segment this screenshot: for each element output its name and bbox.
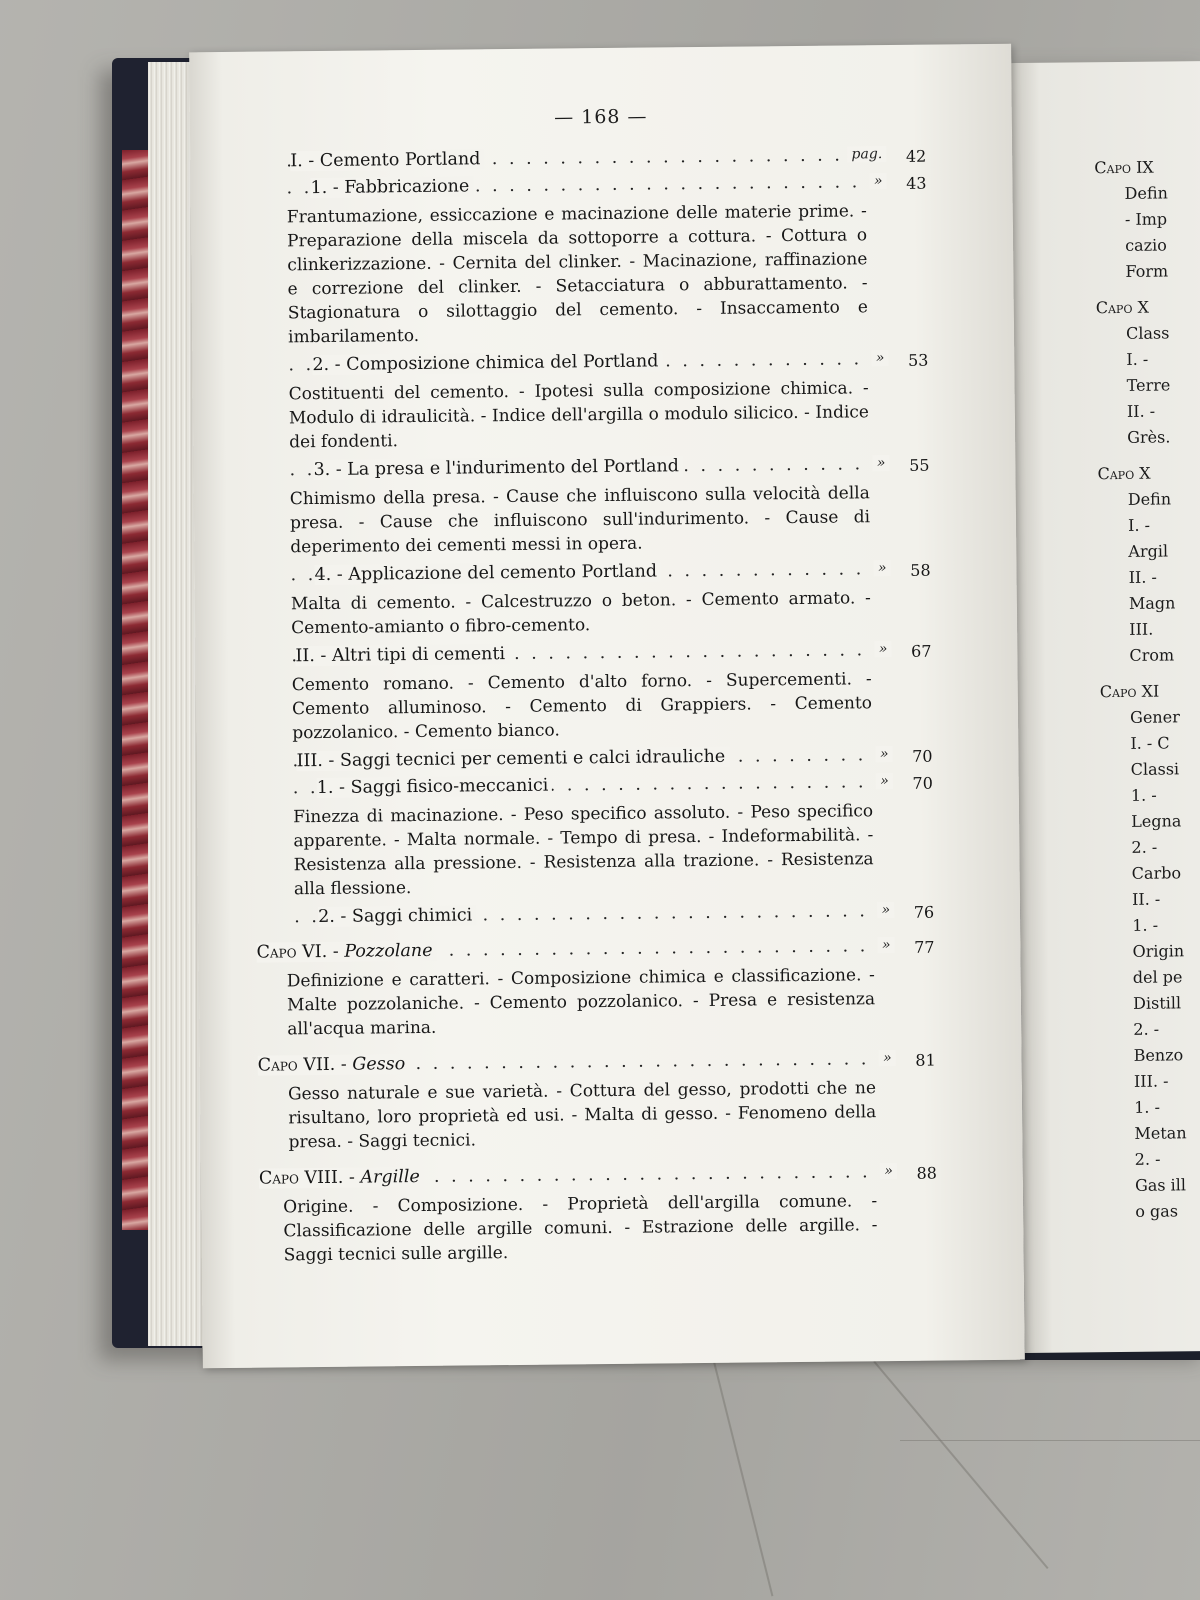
ditto-mark: » (873, 455, 890, 471)
right-page-fragment: Capo IX (1094, 157, 1154, 178)
right-page-fragment: 1. - (1132, 915, 1159, 935)
pag-label: pag. (847, 146, 886, 162)
toc-description: Frantumazione, essiccazione e macinazione delle materie prime. - Preparazione della miscela da sottoporre a cottura. - Cottura o clinkerizzazione. - Cernita del clinker. - Macinazione, raffinazione e correzione del clinker. - Setacciatura o abburattamento. - Stagionatura o silottaggio del cemento. - Insaccamento e imbarilamento. (286, 201, 868, 348)
chapter-description: Origine. - Composizione. - Proprietà dell'argilla comune. - Classificazione delle argille comuni. - Estrazione delle argille. - Saggi tecnici sulle argille. (283, 1191, 878, 1266)
right-page-fragment: Gas ill (1134, 1175, 1187, 1195)
toc-page-number: 70 (912, 773, 933, 793)
right-page-fragment: del pe (1132, 967, 1183, 987)
right-page-fragment: Magn (1128, 593, 1176, 613)
right-page-fragment: Metan (1134, 1123, 1187, 1143)
toc-page-number: 67 (910, 641, 932, 661)
right-page-fragment: Carbo (1131, 863, 1182, 883)
ditto-mark: » (880, 1163, 897, 1179)
right-page-fragment: II. - (1126, 401, 1156, 421)
chapter-name: Pozzolane (344, 940, 433, 962)
right-page-fragment: Capo XI (1099, 681, 1160, 702)
right-page-fragment: Capo X (1097, 463, 1151, 484)
ditto-mark: » (877, 902, 894, 918)
toc-page-number: 42 (905, 146, 927, 166)
ditto-mark: » (872, 350, 889, 366)
toc-entry-title: III. - Saggi tecnici per cementi e calci idrauliche (296, 747, 729, 772)
toc-page-number: 81 (915, 1050, 936, 1070)
right-page-fragment: Argil (1128, 541, 1169, 561)
ditto-mark: » (878, 937, 895, 953)
toc-entry-title: 1. - Saggi fisico-meccanici (317, 776, 553, 798)
toc-page-number: 55 (909, 455, 930, 475)
right-page-fragment: 1. - (1130, 785, 1157, 805)
right-page-fragment: Distill (1133, 993, 1182, 1013)
right-page-fragment: 2. - (1134, 1149, 1161, 1169)
toc-page-number: 70 (912, 746, 933, 766)
chapter-label: Capo VIII. (258, 1167, 344, 1189)
toc-entry-title: 2. - Composizione chimica del Portland (312, 351, 662, 375)
toc-page-number: 43 (906, 173, 927, 193)
right-page-fragment: Crom (1129, 645, 1175, 665)
table-of-contents (256, 145, 938, 1274)
toc-entry-title: 4. - Applicazione del cemento Portland (315, 561, 662, 585)
ditto-mark: » (876, 773, 893, 789)
toc-description: Cemento romano. - Cemento d'alto forno. - Supercementi. - Cemento alluminoso. - Cemento di Grappiers. - Cemento pozzolanico. - Cemento bianco. (291, 669, 873, 744)
right-page-fragment: 1. - (1134, 1097, 1161, 1117)
table-crease (873, 1361, 1048, 1569)
right-page-fragment: cazio (1125, 235, 1167, 255)
right-page-fragment: o gas (1135, 1201, 1179, 1221)
toc-entry-title: 1. - Fabbricazione (310, 176, 473, 198)
toc-entry-title: I. - Cemento Portland (290, 149, 484, 171)
right-page-fragment: III. - (1133, 1071, 1169, 1091)
right-page-fragment: Defin (1124, 183, 1169, 203)
right-page (1011, 61, 1200, 1353)
toc-page-number: 53 (907, 350, 929, 370)
toc-entry-title: 3. - La presa e l'indurimento del Portland (313, 456, 683, 480)
right-page-fragment: Terre (1126, 375, 1171, 395)
right-page-fragment: 2. - (1133, 1019, 1160, 1039)
chapter-description: Definizione e caratteri. - Composizione chimica e classificazione. - Malte pozzolaniche. - Cemento pozzolanico. - Presa e resistenza all'acqua marina. (286, 965, 876, 1040)
right-page-fragment: Classi (1130, 759, 1180, 779)
right-page-fragment: II. - (1131, 889, 1161, 909)
right-page-fragment: I. - C (1130, 733, 1170, 753)
right-page-fragment: Benzo (1133, 1045, 1184, 1065)
right-page-fragment: Origin (1132, 941, 1185, 961)
right-page-fragment: Legna (1131, 811, 1182, 831)
ditto-mark: » (875, 641, 892, 657)
right-page-fragment: II. - (1128, 567, 1157, 587)
right-page-fragment: Grès. (1127, 427, 1171, 447)
right-page-fragment: Defin (1127, 489, 1172, 509)
chapter-entry: . . . Capo VI. - Pozzolane » 77 (294, 936, 934, 970)
chapter-name: Gesso (352, 1054, 406, 1075)
toc-description: Malta di cemento. - Calcestruzzo o beton. - Cemento armato. - Cemento-amianto o fibro-cemento. (290, 588, 871, 639)
ditto-mark: » (870, 173, 887, 189)
right-page-fragment: III. (1129, 619, 1154, 639)
chapter-name: Argille (360, 1166, 420, 1188)
toc-entry-title: II. - Altri tipi di cementi (295, 644, 509, 666)
ditto-mark: » (876, 746, 893, 762)
chapter-description: Gesso naturale e sue varietà. - Cottura del gesso, prodotti che ne risultano, loro proprietà ed usi. - Malta di gesso. - Fenomeno della presa. - Saggi tecnici. (287, 1078, 877, 1153)
toc-description: Chimismo della presa. - Cause che influiscono sulla velocità della presa. - Cause che influiscono sull'indurimento. - Cause di deperimento dei cementi messi in opera. (289, 483, 871, 558)
chapter-label: Capo VII. (257, 1054, 336, 1076)
right-page-fragment: Form (1125, 261, 1169, 281)
left-page (189, 44, 1025, 1369)
right-page-fragment: Class (1125, 323, 1170, 343)
toc-page-number: 76 (913, 902, 935, 922)
right-page-fragment: I. - (1126, 349, 1149, 369)
chapter-label: Capo VI. (256, 941, 328, 963)
right-page-fragment: I. - (1127, 515, 1151, 535)
table-crease (709, 1344, 774, 1597)
toc-entry-title: 2. - Saggi chimici (318, 905, 476, 927)
toc-page-number: 77 (914, 937, 935, 957)
page-number: — 168 — (554, 105, 648, 129)
chapter-entry: . . . Capo VIII. - Argille » 88 (297, 1162, 937, 1196)
right-page-fragment: Capo X (1095, 297, 1150, 318)
toc-page-number: 88 (916, 1163, 938, 1183)
ditto-mark: » (879, 1050, 896, 1066)
right-page-fragment: - Imp (1124, 209, 1168, 229)
right-page-fragment: 2. - (1131, 837, 1158, 857)
chapter-entry: . . . Capo VII. - Gesso » 81 (296, 1049, 936, 1083)
toc-page-number: 58 (910, 560, 931, 580)
ditto-mark: » (874, 560, 891, 576)
toc-description: Finezza di macinazione. - Peso specifico assoluto. - Peso specifico apparente. - Malta normale. - Tempo di presa. - Indeformabilità. - Resistenza alla pressione. - Resistenza alla trazione. - Resistenza alla flessione. (293, 801, 874, 900)
table-crease (900, 1440, 1200, 1441)
toc-description: Costituenti del cemento. - Ipotesi sulla composizione chimica. - Modulo di idraulicità. - Indice dell'argilla o modulo silicico. - Indice dei fondenti. (288, 378, 870, 453)
right-page-fragment: Gener (1130, 707, 1180, 727)
